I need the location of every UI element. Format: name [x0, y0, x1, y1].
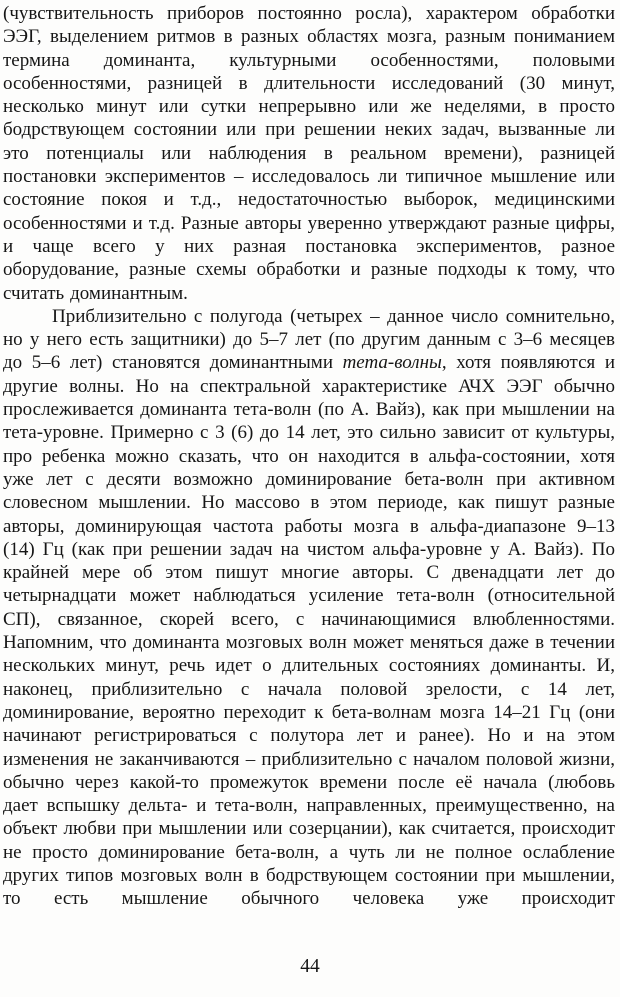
book-page — [3, 2, 615, 911]
paragraph-text: Приблизительно с полугода (четырех – данное число сомнительно, но у него есть защитники) до 5–7 лет (по другим данным с 3–6 месяцев до 5–6 лет) становятся доминантными — [3, 305, 615, 374]
paragraph — [3, 305, 615, 911]
paragraph-text: , хотя появляются и другие волны. Но на спектральной характеристике АЧХ ЭЭГ обычно прослеживается доминанта тета-волн (по А. Вайз), как при мышлении на тета-уровне. Примерно с 3 (6) до 14 лет, это сильно зависит от культуры, про ребенка можно сказать, что он находится в альфа-состоянии, хотя уже лет с десяти возможно доминирование бета-волн при активном словесном мышлении. Но массово в этом периоде, как пишут разные авторы, доминирующая частота работы мозга в альфа-диапазоне 9–13 (14) Гц (как при решении задач на чистом альфа-уровне у А. Вайз). По крайней мере об этом пишут многие авторы. С двенадцати лет до четырнадцати может наблюдаться усиление тета-волн (относительной СП), связанное, скорей всего, с начинающимися влюбленностями. Напомним, что доминанта мозговых волн может меняться даже в течении нескольких минут, речь идет о длительных состояниях доминанты. И, наконец, приблизительно с начала половой зрелости, с 14 лет, доминирование, вероятно переходит к бета-волнам мозга 14–21 Гц (они начинают регистрироваться с полутора лет и ранее). Но и на этом изменения не заканчиваются – приблизительно с началом половой жизни, обычно через какой-то промежуток времени после её начала (любовь дает вспышку дельта- и тета-волн, направленных, преимущественно, на объект любви при мышлении или созерцании), как считается, происходит не просто доминирование бета-волн, а чуть ли не полное ослабление других типов мозговых волн в бодрствующем состоянии при мышлении, то есть мышление обычного человека уже происходит — [3, 352, 616, 910]
paragraph-continuation — [3, 2, 615, 305]
emphasis-text: тета-волны — [342, 352, 442, 374]
paragraph-text: (чувствительность приборов постоянно росла), характером обработки ЭЭГ, выделением ритмов в разных областях мозга, разным пониманием термина доминанта, культурными особенностями, половыми особенностями, разницей в длительности исследований (30 минут, несколько минут или сутки непрерывно или же неделями, в просто бодрствующем состоянии или при решении неких задач, вызванные ли это потенциалы или наблюдения в реальном времени), разницей постановки экспериментов – исследовалось ли типичное мышление или состояние покоя и т.д., недостаточностью выборок, медицинскими особенностями и т.д. Разные авторы уверенно утверждают разные цифры, и чаще всего у них разная постановка экспериментов, разное оборудование, разные схемы обработки и разные подходы к тому, что считать доминантным. — [3, 3, 615, 304]
page-number: 44 — [300, 956, 320, 977]
